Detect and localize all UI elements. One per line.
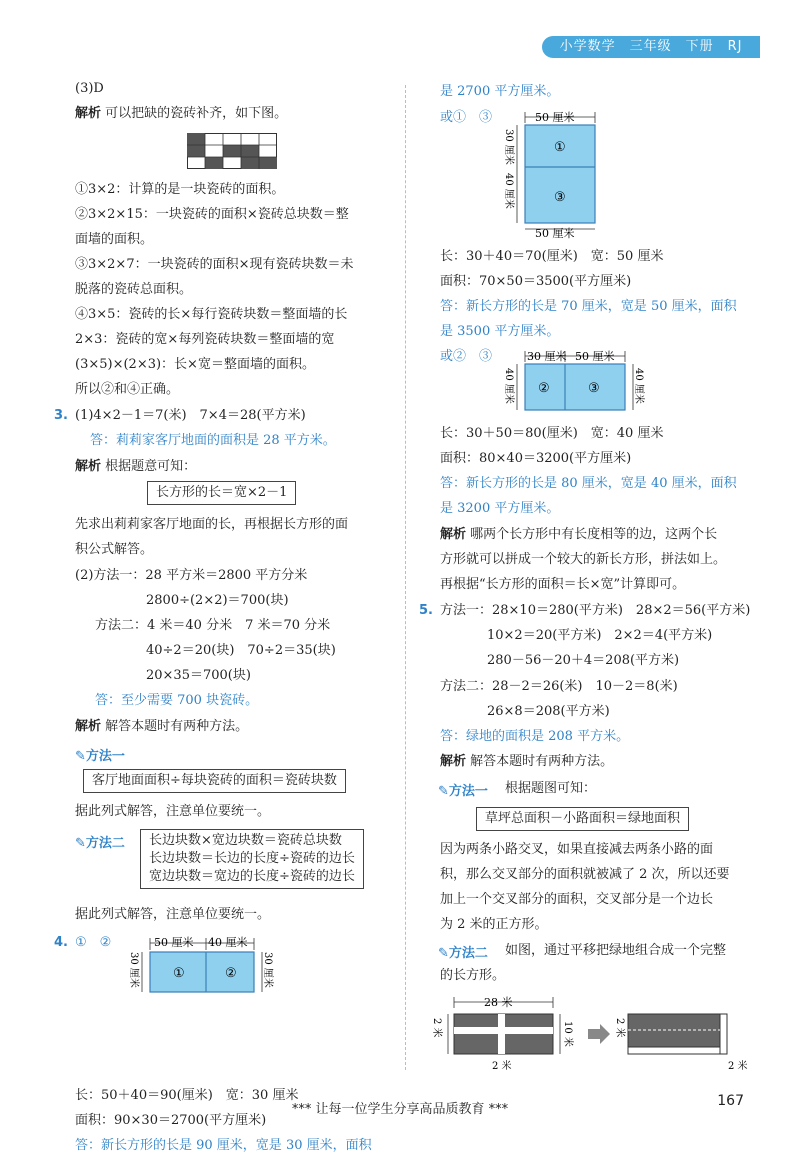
text-line: 方法二：4 米＝40 分米 7 米＝70 分米	[95, 618, 331, 633]
answer-line: 答：绿地的面积是 208 平方米。	[440, 729, 630, 744]
text-line: 面墙的面积。	[75, 232, 154, 247]
formula-line: 长边块数＝长边的长度÷瓷砖的边长	[149, 851, 355, 866]
method-one-tag	[75, 745, 125, 764]
formula-box: 草坪总面积－小路面积＝绿地面积	[476, 807, 689, 831]
analysis-tag: 解析	[75, 719, 102, 734]
shape-label: ③	[588, 381, 600, 396]
text-line: 因为两条小路交叉，如果直接减去两条小路的面	[440, 842, 714, 857]
formula-line: 宽边块数＝宽边的长度÷瓷砖的边长	[149, 869, 355, 884]
text-line: 长：30＋40＝70(厘米) 宽：50 厘米	[440, 249, 664, 264]
tag-label: 方法二	[448, 946, 488, 961]
text-line: 根据题图可知：	[505, 781, 597, 796]
analysis-tag: 解析	[440, 527, 467, 542]
shape-label: ②	[225, 966, 237, 981]
dimension-label: 40 厘米	[503, 368, 514, 404]
text-line: ②3×2×15：一块瓷砖的面积×瓷砖总块数＝整	[75, 207, 349, 222]
pencil-icon: ✎	[438, 784, 449, 799]
text-line: 据此列式解答，注意单位要统一。	[75, 804, 271, 819]
tile-wall-figure	[187, 133, 277, 169]
pencil-icon: ✎	[438, 946, 449, 961]
answer-line: 答：新长方形的长是 90 厘米，宽是 30 厘米，面积	[75, 1138, 372, 1153]
dimension-label: 30 厘米	[527, 350, 567, 363]
text-line: (2)方法一：28 平方米＝2800 平方分米	[75, 568, 308, 583]
text-line: 或② ③	[440, 349, 493, 364]
pencil-icon: ✎	[75, 749, 86, 764]
text-span: 根据题意可知：	[105, 459, 197, 474]
text-line: 面积：70×50＝3500(平方厘米)	[440, 274, 632, 289]
pencil-icon: ✎	[75, 836, 86, 851]
dimension-label: 30 厘米	[503, 129, 514, 165]
text-line: 或① ③	[440, 110, 493, 125]
text-line	[440, 753, 613, 771]
text-line: 长：30＋50＝80(厘米) 宽：40 厘米	[440, 426, 664, 441]
formula-box	[140, 829, 364, 889]
text-line: 26×8＝208(平方米)	[487, 704, 610, 719]
formula-box: 长方形的长＝宽×2－1	[147, 481, 296, 505]
text-line: 再根据“长方形的面积＝长×宽”计算即可。	[440, 577, 686, 592]
page-number: 167	[717, 1093, 744, 1109]
tag-label: 方法一	[85, 749, 125, 764]
shape-label: ③	[554, 190, 566, 205]
text-line: 积公式解答。	[75, 542, 154, 557]
dimension-label: 40 厘米	[208, 936, 248, 949]
text-span: 哪两个长方形中有长度相等的边，这两个长	[470, 527, 718, 542]
dimension-label: 30 厘米	[262, 952, 273, 988]
analysis-tag: 解析	[75, 459, 102, 474]
dimension-label: 50 厘米	[535, 227, 575, 240]
answer-line: 是 3500 平方厘米。	[440, 324, 560, 339]
text-line: 面积：90×30＝2700(平方厘米)	[75, 1113, 267, 1128]
answer-line: 是 3200 平方厘米。	[440, 501, 560, 516]
formula-line: 长边块数×宽边块数＝瓷砖总块数	[149, 833, 342, 848]
method-two-tag	[438, 942, 488, 961]
question-number: 5.	[419, 603, 433, 618]
dimension-label: 2 米	[728, 1061, 748, 1072]
text-line: 280－56－20＋4＝208(平方米)	[487, 653, 680, 668]
text-line: 脱落的瓷砖总面积。	[75, 282, 193, 297]
method-two-tag	[75, 832, 125, 851]
text-line: 20×35＝700(块)	[146, 668, 251, 683]
shape-label: ①	[554, 140, 566, 155]
lawn-path-figure	[428, 993, 758, 1073]
answer-line: 答：新长方形的长是 80 厘米，宽是 40 厘米，面积	[440, 476, 737, 491]
analysis-tag: 解析	[75, 106, 102, 121]
rect-combine-figure-2	[505, 109, 625, 239]
answer-line: 答：新长方形的长是 70 厘米，宽是 50 厘米，面积	[440, 299, 737, 314]
dimension-label: 10 米	[562, 1021, 573, 1047]
text-line: (3)D	[75, 81, 104, 96]
text-line: 方形就可以拼成一个较大的新长方形，拼法如上。	[440, 552, 727, 567]
footer-slogan: *** 让每一位学生分享高品质教育 ***	[291, 1102, 509, 1117]
text-line: 如图，通过平移把绿地组合成一个完整	[505, 943, 727, 958]
text-line: 10×2＝20(平方米) 2×2＝4(平方米)	[487, 628, 713, 643]
text-line: (3×5)×(2×3)：长×宽＝整面墙的面积。	[75, 357, 315, 372]
text-line: 加上一个交叉部分的面积，交叉部分是一个边长	[440, 892, 714, 907]
dimension-label: 50 厘米	[154, 936, 194, 949]
header-banner	[542, 36, 760, 58]
tag-label: 方法一	[448, 784, 488, 799]
dimension-label: 28 米	[484, 996, 513, 1009]
dimension-label: 50 厘米	[535, 111, 575, 124]
text-line: 的长方形。	[440, 968, 506, 983]
text-line: ④3×5：瓷砖的长×每行瓷砖块数＝整面墙的长	[75, 307, 348, 322]
dimension-label: 2 米	[492, 1061, 512, 1072]
text-span: 解答本题时有两种方法。	[105, 719, 249, 734]
text-line: 2800÷(2×2)＝700(块)	[146, 593, 289, 608]
text-line: 方法二：28－2＝26(米) 10－2＝8(米)	[440, 679, 678, 694]
method-one-tag	[438, 780, 488, 799]
text-line	[75, 105, 287, 123]
text-line: 2×3：瓷砖的宽×每列瓷砖块数＝整面墙的宽	[75, 332, 335, 347]
dimension-label: 30 厘米	[128, 952, 139, 988]
text-line: ① ②	[75, 935, 112, 950]
shape-label: ①	[173, 966, 185, 981]
text-line: 方法一：28×10＝280(平方米) 28×2＝56(平方米)	[440, 603, 751, 618]
text-line: 40÷2＝20(块) 70÷2＝35(块)	[146, 643, 336, 658]
text-line: ③3×2×7：一块瓷砖的面积×现有瓷砖块数＝未	[75, 257, 354, 272]
question-number: 4.	[54, 935, 68, 950]
text-line: 为 2 米的正方形。	[440, 917, 548, 932]
tag-label: 方法二	[85, 836, 125, 851]
text-line: 积，那么交叉部分的面积就被减了 2 次，所以还要	[440, 867, 730, 882]
dimension-label: 40 厘米	[503, 173, 514, 209]
column-divider	[405, 85, 406, 1070]
dimension-label: 40 厘米	[633, 368, 644, 404]
rect-combine-figure-1	[128, 936, 278, 1006]
text-line	[75, 718, 248, 736]
dimension-label: 2 米	[614, 1018, 625, 1038]
text-line: 先求出莉莉家客厅地面的长，再根据长方形的面	[75, 517, 349, 532]
rect-combine-figure-3	[503, 348, 644, 418]
text-line	[440, 526, 717, 544]
analysis-tag: 解析	[440, 754, 467, 769]
dimension-label: 50 厘米	[575, 350, 615, 363]
text-span: 可以把缺的瓷砖补齐，如下图。	[105, 106, 288, 121]
arrow-right-icon	[588, 1024, 610, 1044]
text-line: 据此列式解答，注意单位要统一。	[75, 907, 271, 922]
question-number: 3.	[54, 408, 68, 423]
text-line: (1)4×2－1＝7(米) 7×4＝28(平方米)	[75, 408, 306, 423]
text-span: 解答本题时有两种方法。	[470, 754, 614, 769]
text-line: 所以②和④正确。	[75, 382, 180, 397]
shape-label: ②	[538, 381, 550, 396]
text-line: 面积：80×40＝3200(平方厘米)	[440, 451, 632, 466]
answer-line: 答：至少需要 700 块瓷砖。	[95, 693, 259, 708]
answer-line: 是 2700 平方厘米。	[440, 84, 560, 99]
text-line	[75, 458, 196, 476]
text-line: 长：50＋40＝90(厘米) 宽：30 厘米	[75, 1088, 299, 1103]
dimension-label: 2 米	[431, 1018, 442, 1038]
header-label: 小学数学 三年级 下册 RJ	[559, 39, 743, 54]
answer-line: 答：莉莉家客厅地面的面积是 28 平方米。	[90, 433, 336, 448]
formula-box: 客厅地面面积÷每块瓷砖的面积＝瓷砖块数	[83, 769, 346, 793]
text-line: ①3×2：计算的是一块瓷砖的面积。	[75, 182, 285, 197]
